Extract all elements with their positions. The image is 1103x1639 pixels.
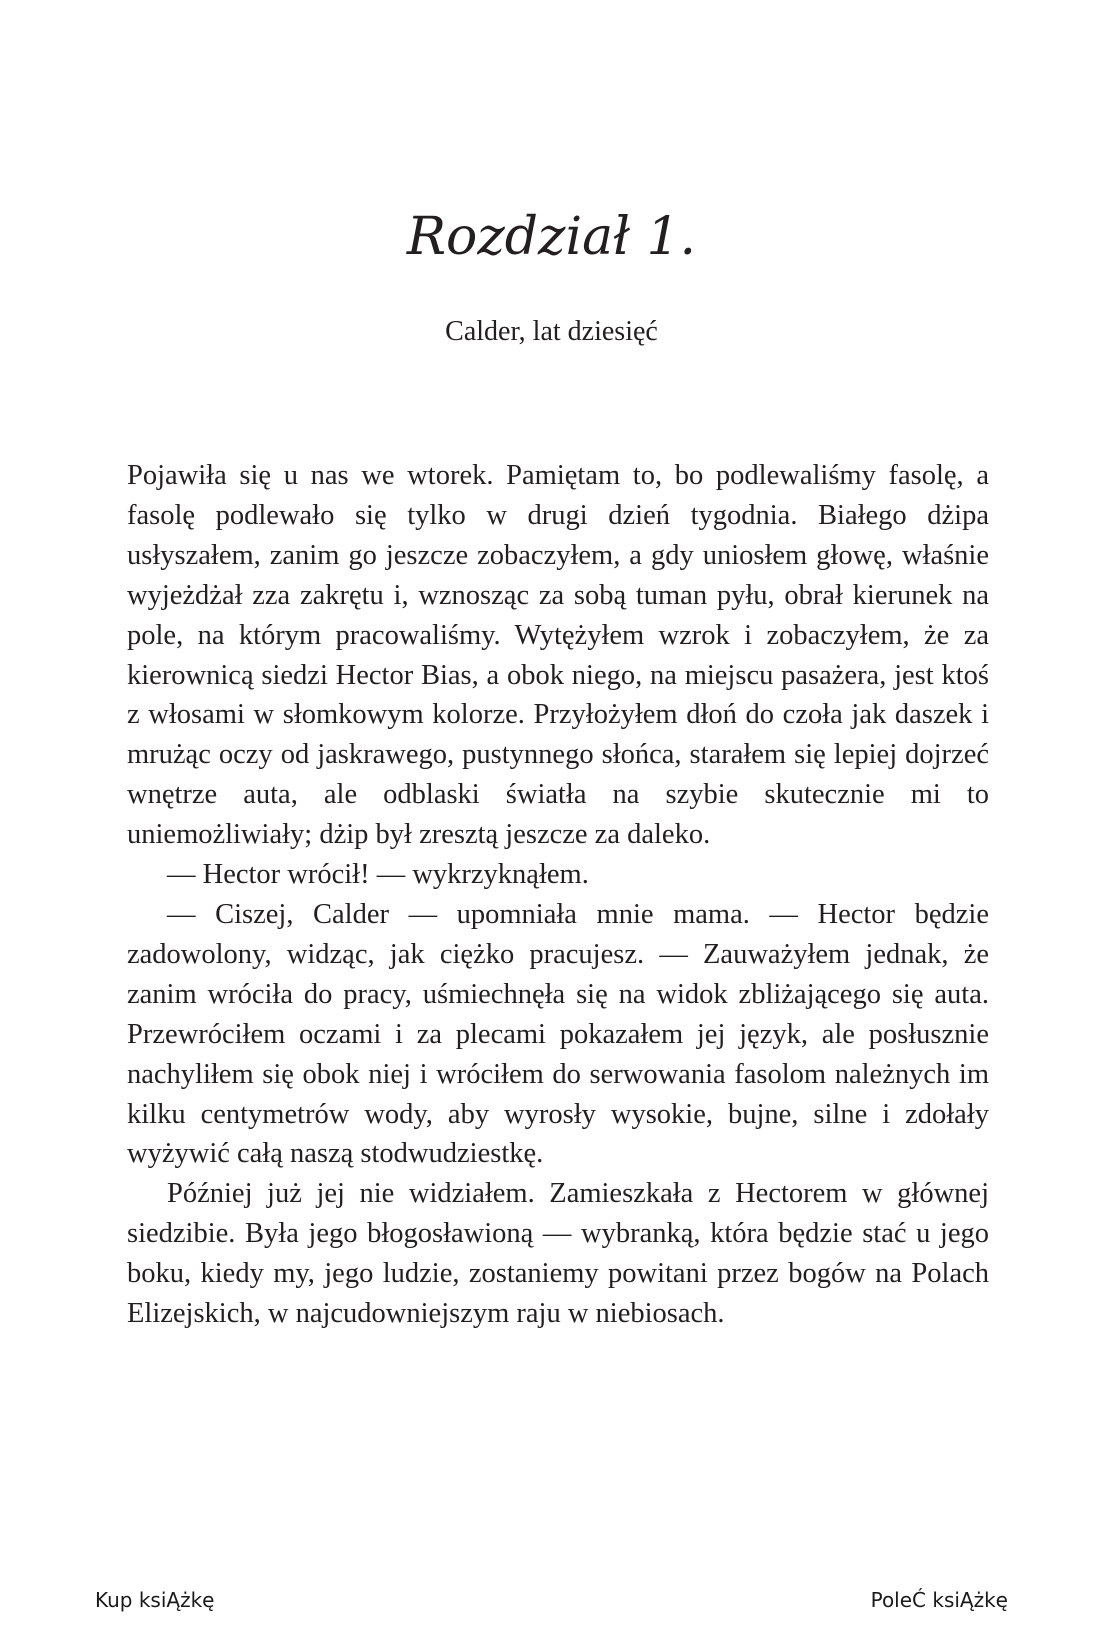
recommend-book-link[interactable]: PoleĆ ksiĄżkę (870, 1588, 1008, 1612)
buy-book-link[interactable]: Kup ksiĄżkę (95, 1588, 215, 1612)
chapter-title: Rozdział 1. (406, 207, 697, 267)
paragraph: Pojawiła się u nas we wtorek. Pamiętam to, bo podlewaliśmy fasolę, a fasolę podlewało się tylko w drugi dzień tygodnia. Białego dżipa usłyszałem, zanim go jeszcze zobaczyłem, a gdy uniosłem głowę, właśnie wyjeżdżał zza zakrętu i, wznosząc za sobą tuman pyłu, obrał kierunek na pole, na którym pracowaliśmy. Wytężyłem wzrok i zobaczyłem, że za kierownicą siedzi Hector Bias, a obok niego, na miejscu pasażera, jest ktoś z włosami w słomkowym kolorze. Przyłożyłem dłoń do czoła jak daszek i mrużąc oczy od jaskrawego, pustynnego słońca, starałem się lepiej dojrzeć wnętrze auta, ale odblaski światła na szybie skutecznie mi to uniemożliwiały; dżip był zresztą jeszcze za daleko. (127, 460, 989, 851)
chapter-subtitle: Calder, lat dziesięć (445, 316, 658, 347)
paragraph: Później już jej nie widziałem. Zamieszkała z Hectorem w głównej siedzibie. Była jego błogosławioną — wybranką, która będzie stać u jego boku, kiedy my, jego ludzie, zostaniemy powitani przez bogów na Polach Elizejskich, w najcudowniejszym raju w niebiosach. (127, 1178, 989, 1330)
paragraph-dialogue: — Ciszej, Calder — upomniała mnie mama. — Hector będzie zadowolony, widząc, jak ciężko pracujesz. — Zauważyłem jednak, że zanim wróciła do pracy, uśmiechnęła się na widok zbliżającego się auta. Przewróciłem oczami i za plecami pokazałem jej język, ale posłusznie nachyliłem się obok niej i wróciłem do serwowania fasolom należnych im kilku centymetrów wody, aby wyrosły wysokie, bujne, silne i zdołały wyżywić całą naszą stodwudziestkę. (127, 898, 989, 1170)
chapter-body (127, 456, 989, 1334)
paragraph-dialogue: — Hector wrócił! — wykrzyknąłem. (167, 859, 589, 891)
